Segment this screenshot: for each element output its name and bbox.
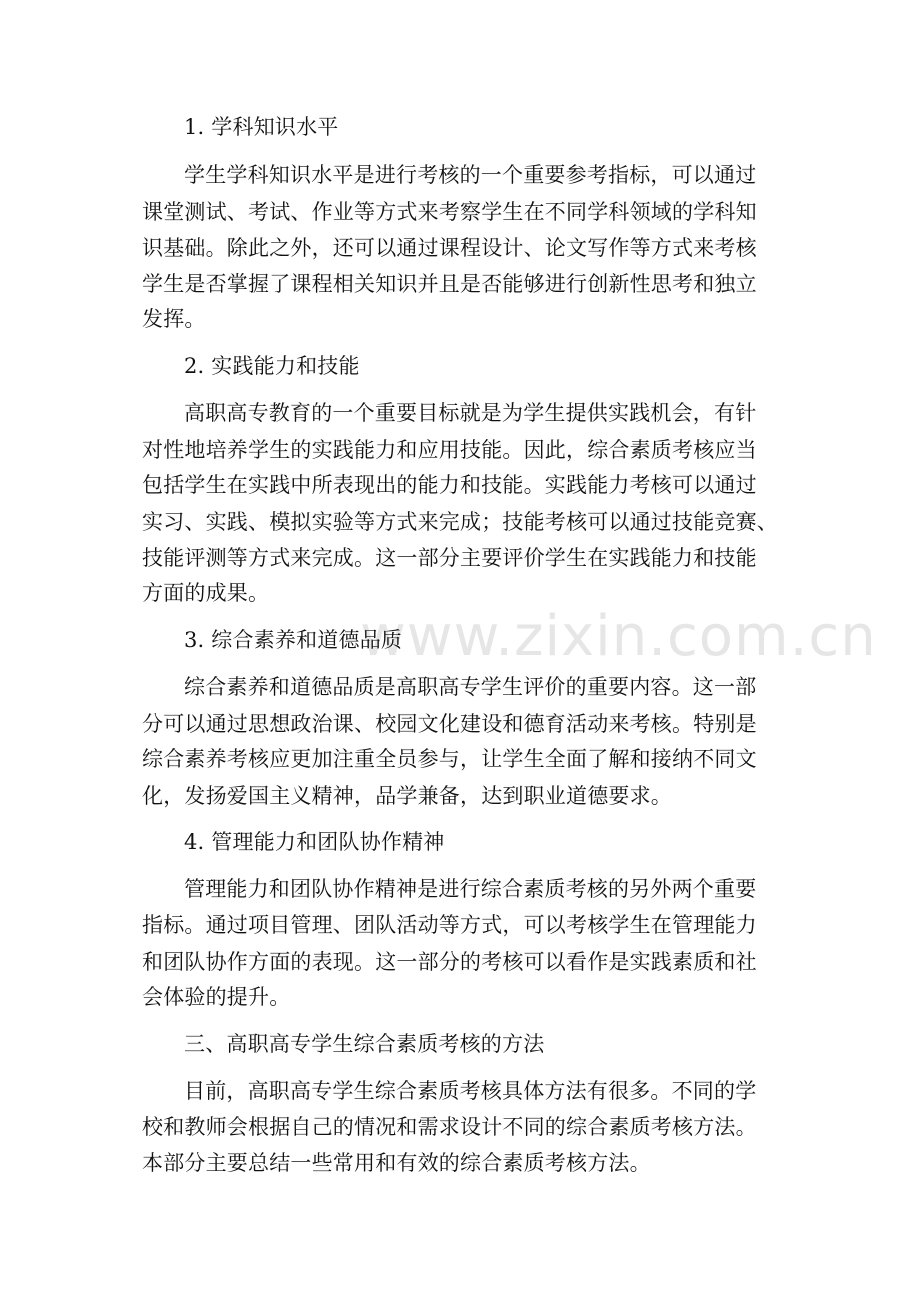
paragraph-line: 包括学生在实践中所表现出的能力和技能。实践能力考核可以通过	[142, 473, 757, 497]
section-heading-1: 1. 学科知识水平	[184, 115, 339, 139]
watermark: www.zixin.com.cn	[360, 604, 877, 669]
paragraph-line: 方面的成果。	[142, 581, 270, 605]
paragraph-line: 课堂测试、考试、作业等方式来考察学生在不同学科领域的学科知	[142, 200, 757, 224]
section-heading-3: 3. 综合素养和道德品质	[184, 628, 403, 652]
paragraph-line: 学生是否掌握了课程相关知识并且是否能够进行创新性思考和独立	[142, 272, 757, 296]
paragraph-line: 高职高专教育的一个重要目标就是为学生提供实践机会，有针	[184, 401, 757, 425]
chapter-heading: 三、高职高专学生综合素质考核的方法	[184, 1032, 545, 1056]
paragraph-line: 化，发扬爱国主义精神，品学兼备，达到职业道德要求。	[142, 784, 672, 808]
paragraph-line: 和团队协作方面的表现。这一部分的考核可以看作是实践素质和社	[142, 950, 757, 974]
paragraph-line: 实习、实践、模拟实验等方式来完成；技能考核可以通过技能竞赛、	[142, 510, 778, 534]
paragraph-line: 学生学科知识水平是进行考核的一个重要参考指标，可以通过	[184, 163, 757, 187]
paragraph-line: 识基础。除此之外，还可以通过课程设计、论文写作等方式来考核	[142, 236, 757, 260]
section-heading-2: 2. 实践能力和技能	[184, 354, 360, 378]
paragraph-line: 目前，高职高专学生综合素质考核具体方法有很多。不同的学	[184, 1079, 757, 1103]
section-heading-4: 4. 管理能力和团队协作精神	[184, 830, 445, 854]
paragraph-line: 校和教师会根据自己的情况和需求设计不同的综合素质考核方法。	[142, 1115, 757, 1139]
paragraph-line: 指标。通过项目管理、团队活动等方式，可以考核学生在管理能力	[142, 913, 757, 937]
paragraph-line: 本部分主要总结一些常用和有效的综合素质考核方法。	[142, 1151, 651, 1175]
paragraph-line: 发挥。	[142, 307, 206, 331]
paragraph-line: 对性地培养学生的实践能力和应用技能。因此，综合素质考核应当	[142, 438, 757, 462]
paragraph-line: 综合素养考核应更加注重全员参与，让学生全面了解和接纳不同文	[142, 747, 757, 771]
paragraph-line: 管理能力和团队协作精神是进行综合素质考核的另外两个重要	[184, 877, 757, 901]
paragraph-line: 会体验的提升。	[142, 985, 291, 1009]
paragraph-line: 综合素养和道德品质是高职高专学生评价的重要内容。这一部	[184, 675, 757, 699]
paragraph-line: 技能评测等方式来完成。这一部分主要评价学生在实践能力和技能	[142, 546, 757, 570]
paragraph-line: 分可以通过思想政治课、校园文化建设和德育活动来考核。特别是	[142, 712, 757, 736]
